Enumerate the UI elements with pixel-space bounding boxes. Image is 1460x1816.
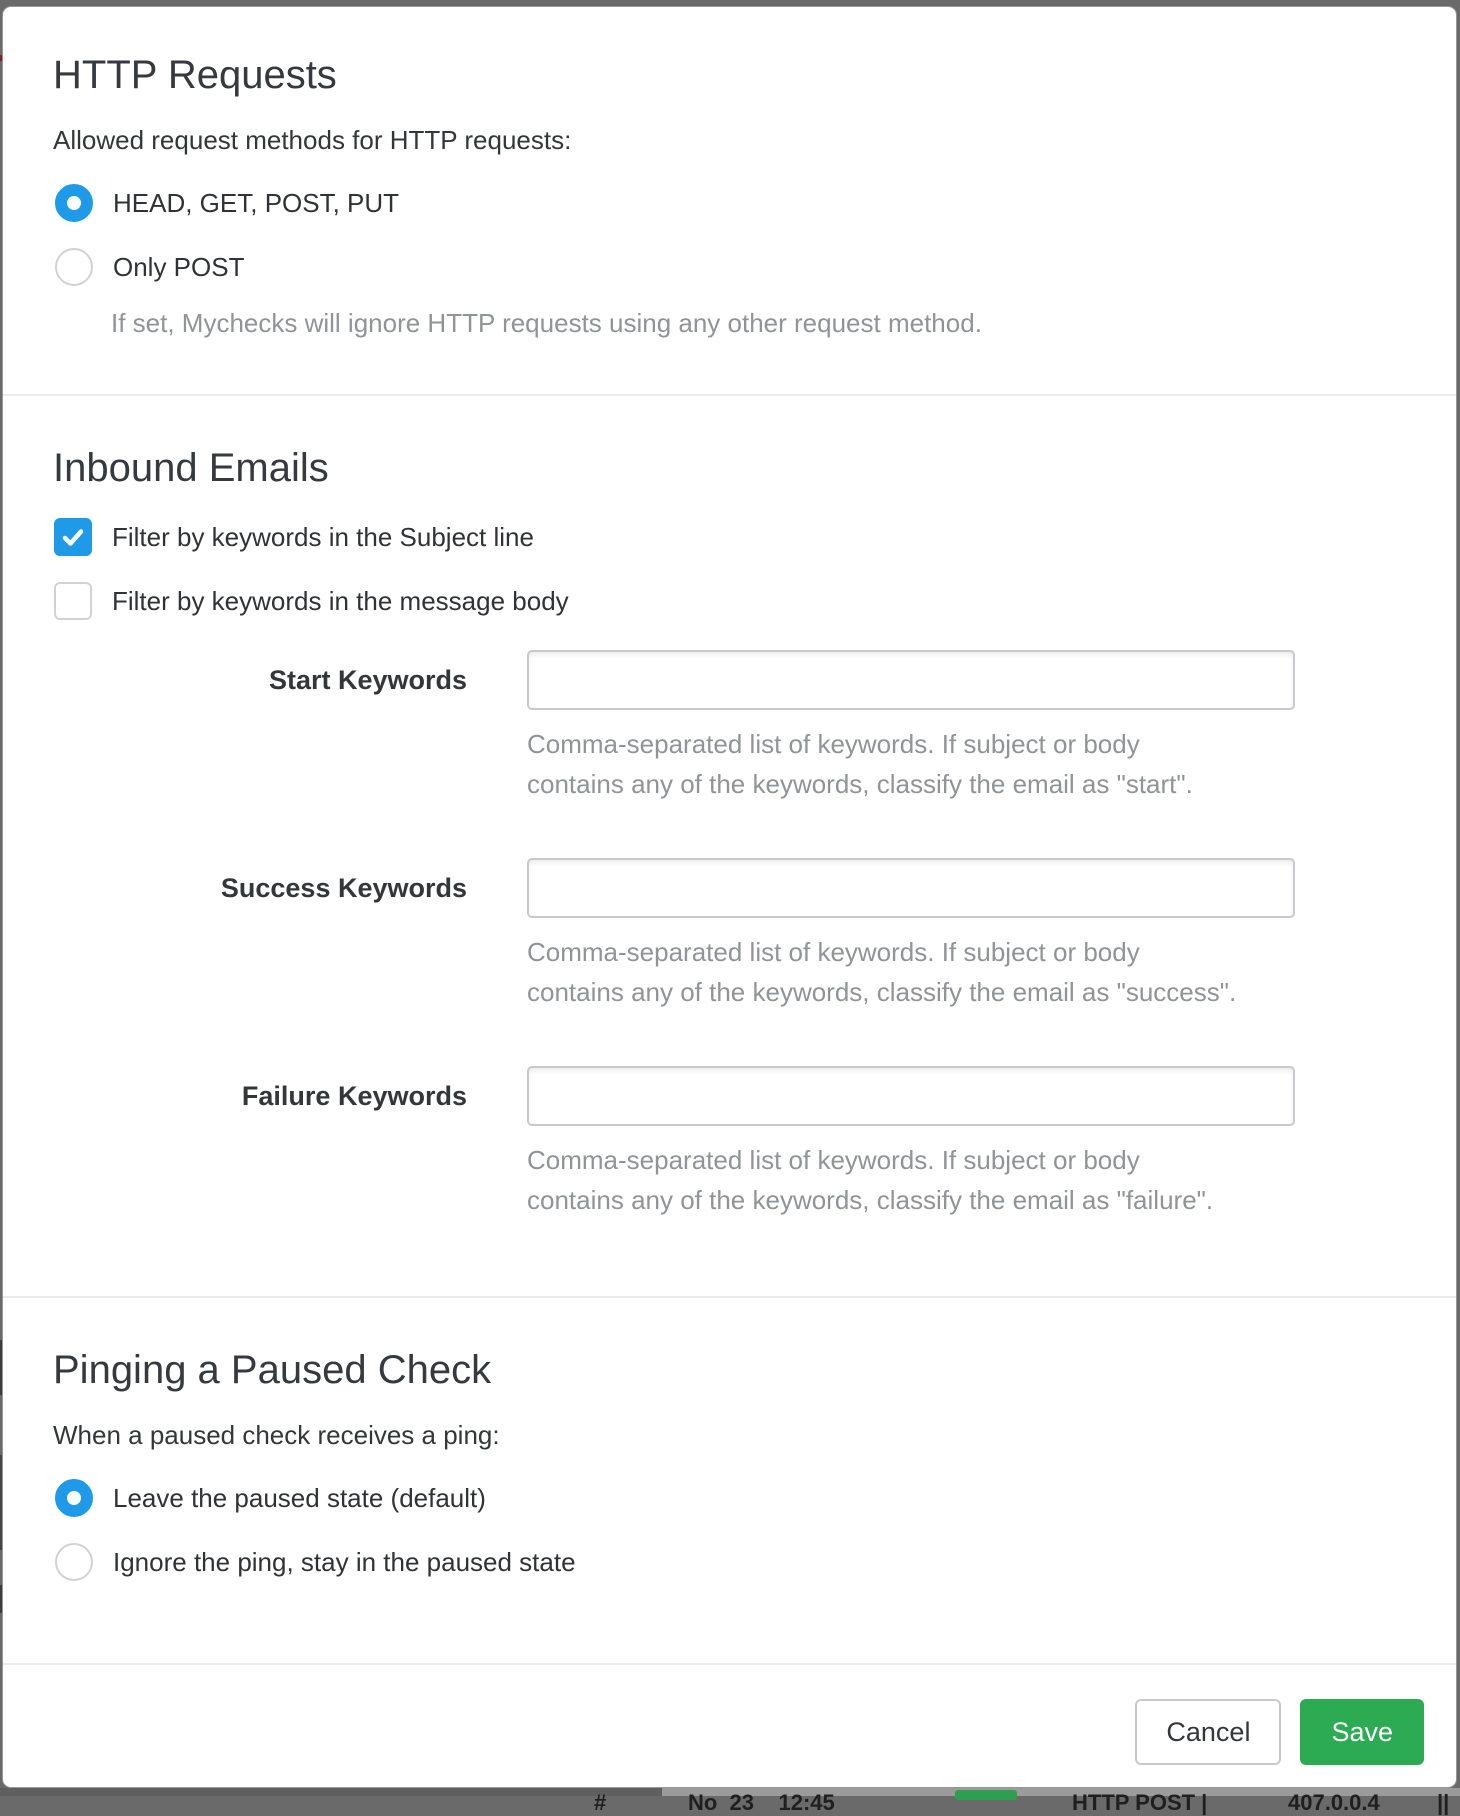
start-keywords-help xyxy=(527,724,1295,804)
help-line: contains any of the keywords, classify the email as "start". xyxy=(527,769,1193,799)
background-text-fragment: || xyxy=(1437,1790,1450,1815)
checkbox-row-subject xyxy=(53,518,1406,556)
form-field xyxy=(527,650,1295,804)
background-dark-block xyxy=(0,1788,662,1796)
radio-label[interactable]: Ignore the ping, stay in the paused state xyxy=(113,1546,576,1577)
radio-leave-paused-state[interactable] xyxy=(55,1479,93,1517)
form-row-start-keywords xyxy=(53,650,1406,804)
section-pinging-paused xyxy=(3,1298,1456,1663)
settings-modal xyxy=(2,6,1457,1788)
radio-row-leave-paused xyxy=(53,1479,1406,1517)
background-page-sliver xyxy=(0,1788,1460,1815)
modal-footer xyxy=(3,1663,1456,1793)
failure-keywords-label: Failure Keywords xyxy=(241,1081,467,1111)
only-post-help-text: If set, Mychecks will ignore HTTP requests using any other request method. xyxy=(111,308,982,338)
success-keywords-help xyxy=(527,932,1295,1012)
checkbox-filter-body[interactable] xyxy=(54,582,92,620)
radio-label[interactable]: Only POST xyxy=(113,251,245,282)
background-text-fragment: # xyxy=(594,1790,607,1815)
save-button[interactable]: Save xyxy=(1300,1699,1424,1765)
help-line: Comma-separated list of keywords. If subject or body xyxy=(527,1145,1140,1175)
start-keywords-input[interactable] xyxy=(527,650,1295,710)
help-line: Comma-separated list of keywords. If subject or body xyxy=(527,729,1140,759)
radio-label[interactable]: HEAD, GET, POST, PUT xyxy=(113,187,400,218)
help-line: contains any of the keywords, classify the email as "failure". xyxy=(527,1185,1214,1215)
success-keywords-label: Success Keywords xyxy=(220,873,467,903)
cancel-button[interactable]: Cancel xyxy=(1135,1699,1281,1765)
radio-only-post[interactable] xyxy=(55,248,93,286)
radio-label[interactable]: Leave the paused state (default) xyxy=(113,1482,486,1513)
help-line: contains any of the keywords, classify the email as "success". xyxy=(527,977,1237,1007)
checkbox-filter-subject[interactable] xyxy=(54,518,92,556)
pinging-description: When a paused check receives a ping: xyxy=(53,1420,500,1450)
section-inbound-emails xyxy=(3,396,1456,1296)
start-keywords-label: Start Keywords xyxy=(268,665,467,695)
form-row-failure-keywords xyxy=(53,1066,1406,1220)
background-text-fragment: No 23 12:45 xyxy=(688,1790,835,1815)
inbound-emails-title: Inbound Emails xyxy=(53,446,329,490)
checkbox-label[interactable]: Filter by keywords in the Subject line xyxy=(112,521,534,552)
failure-keywords-input[interactable] xyxy=(527,1066,1295,1126)
success-keywords-input[interactable] xyxy=(527,858,1295,918)
http-requests-description: Allowed request methods for HTTP requests: xyxy=(53,125,572,155)
background-status-badge xyxy=(955,1790,1017,1800)
background-text-fragment: HTTP POST | xyxy=(1072,1790,1208,1815)
check-icon xyxy=(61,525,85,549)
form-row-success-keywords xyxy=(53,858,1406,1012)
section-http-requests xyxy=(3,7,1456,394)
radio-row-ignore-ping xyxy=(53,1543,1406,1581)
pinging-title: Pinging a Paused Check xyxy=(53,1348,492,1392)
radio-row-only-post xyxy=(53,248,1406,286)
checkbox-row-body xyxy=(53,582,1406,620)
failure-keywords-help xyxy=(527,1140,1295,1220)
form-field xyxy=(527,1066,1295,1220)
help-line: Comma-separated list of keywords. If subject or body xyxy=(527,937,1140,967)
radio-head-get-post-put[interactable] xyxy=(55,184,93,222)
checkbox-label[interactable]: Filter by keywords in the message body xyxy=(112,585,569,616)
radio-row-head-get-post-put xyxy=(53,184,1406,222)
radio-ignore-ping[interactable] xyxy=(55,1543,93,1581)
http-requests-title: HTTP Requests xyxy=(53,53,337,97)
background-text-fragment: 407.0.0.4 xyxy=(1288,1790,1380,1815)
form-field xyxy=(527,858,1295,1012)
